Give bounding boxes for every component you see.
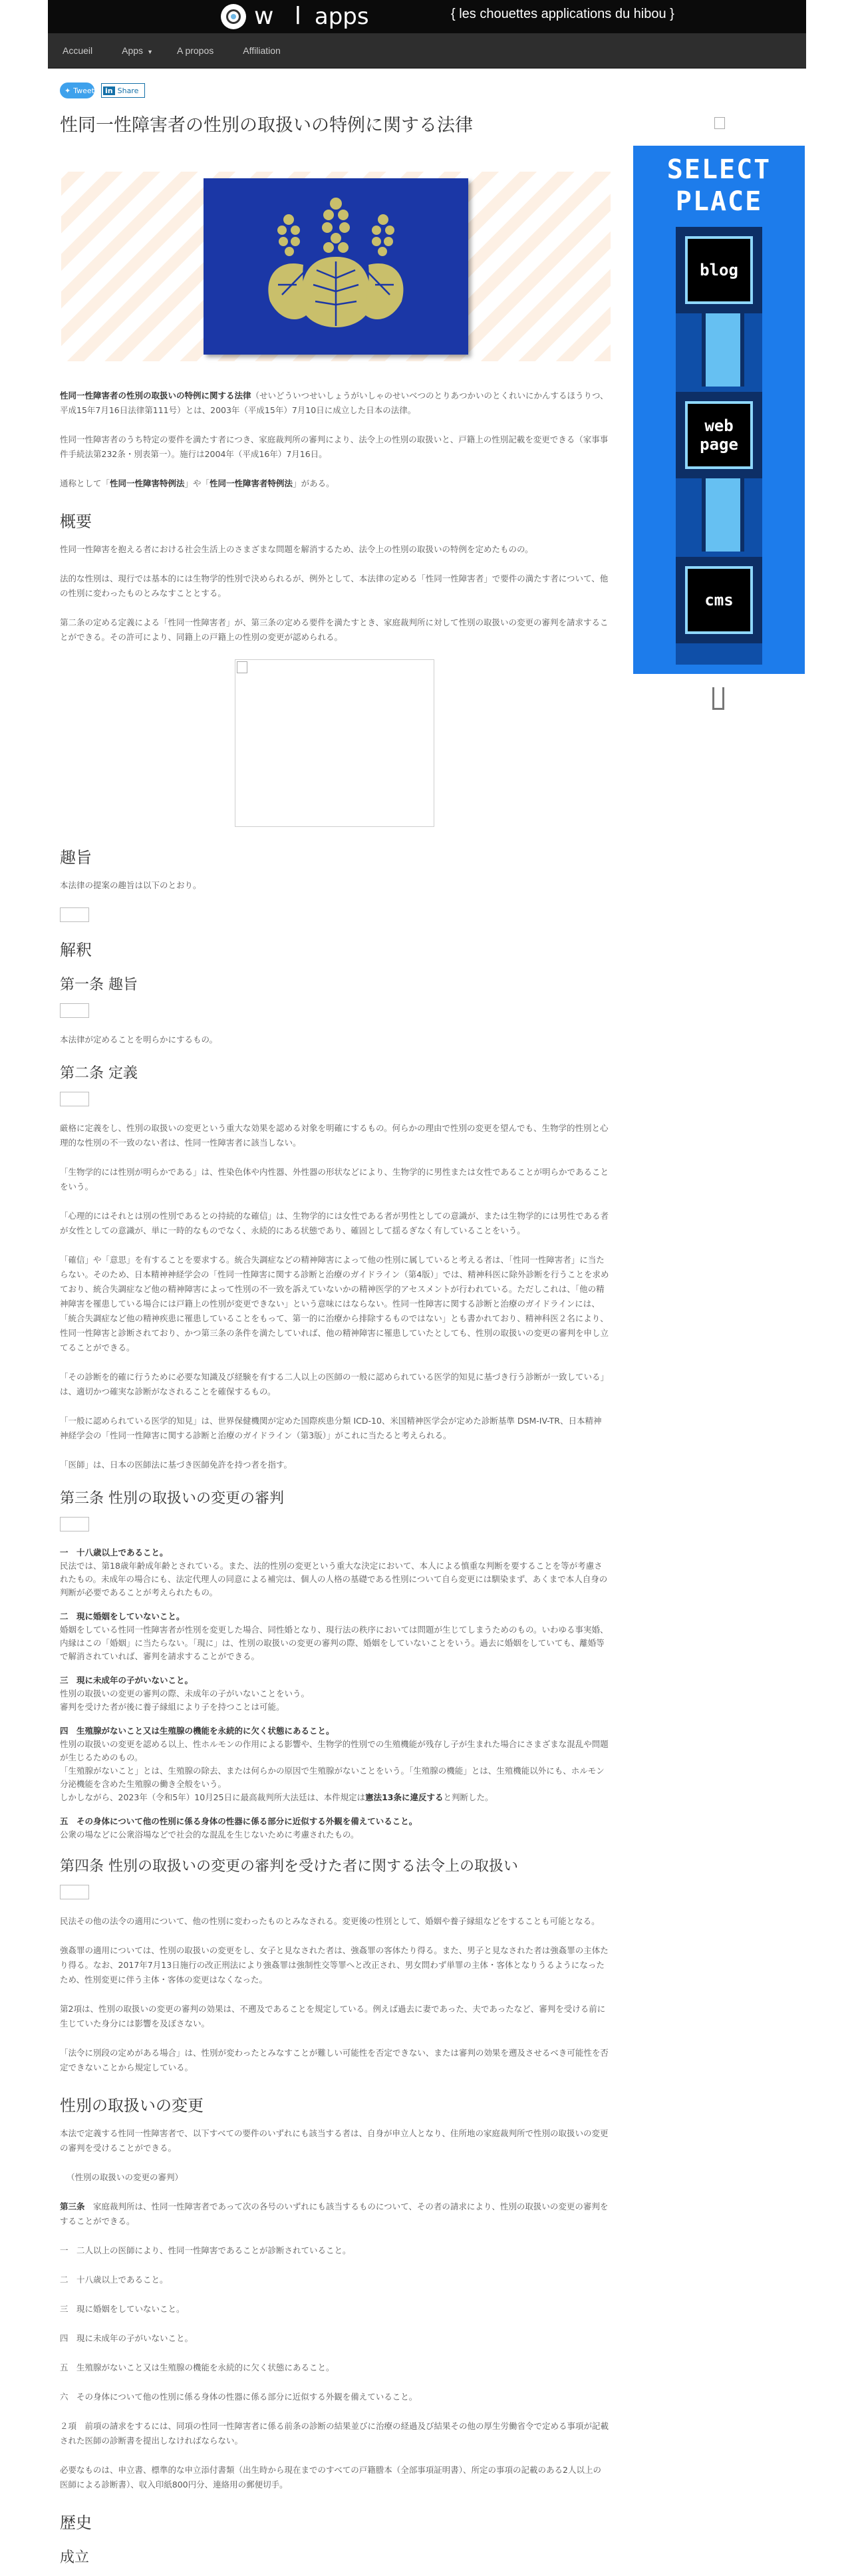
overview-paragraph-2: 法的な性別は、現行では基本的には生物学的性別で決められるが、例外として、本法律の定める「性同一性障害者」で要件の満たす者について、他の性別に変わったものとみなすこととする。 (60, 573, 609, 598)
condition-2-body: 婚姻をしている性同一性障害者が性別を変更した場合、同性婚となり、現行法の秩序においては問題が生じてしまうためのもの。いわゆる事実婚、内縁はこの「婚姻」に当たらない。「現に」は、性別の取扱いの変更の審判の際、婚姻をしていないことをいう。過去に婚姻をしていても、離婚等で解消されていれば、審判を請求することができる。 (60, 1625, 609, 1661)
heading-article-3: 第三条 性別の取扱いの変更の審判 (60, 1490, 284, 1507)
article-4-paragraph-2: 強姦罪の適用については、性別の取扱いの変更をし、女子と見なされた者は、強姦罪の客体たり得る。また、男子と見なされた者は強姦罪の主体たり得る。なお、2017年7月13日施行の改正刑法により強姦罪は強制性交等罪へと改正され、男女問わず単罪の主体・客体となりうるようになったため、性別変更に伴う主体・客体の変更はなくなった。 (60, 1945, 609, 1985)
nav-item-apps-label: Apps (122, 45, 144, 56)
article-4-paragraph-4: 「法令に別段の定めがある場合」は、性別が変わったとみなすことが難しい可能性を否定できない、または審判の効果を遡及させるべき可能性を否定できないことから規定している。 (60, 2048, 609, 2072)
embed-placeholder-button[interactable] (60, 1003, 89, 1018)
embed-placeholder-button[interactable] (60, 1885, 89, 1899)
sidebar-broken-image (714, 117, 725, 129)
select-place-ad-banner[interactable] (633, 146, 805, 674)
intro-1-text: （せいどういつせいしょうがいしゃのせいべつのとりあつかいのとくれいにかんするほうりつ、平成15年7月16日法律第111号）とは、2003年（平成15年）7月10日に成立した日本の法律。 (60, 391, 609, 415)
site-tagline: { les chouettes applications du hibou } (451, 7, 674, 21)
heading-history: 歴史 (60, 2513, 92, 2532)
change-paragraph-4: 必要なものは、申立書、標準的な申立添付書類（出生時から現在までのすべての戸籍謄本（全部事項証明書）、所定の事項の記載のある2人以上の医師による診断書）、収入印紙800円分、連絡用の郵便切手。 (60, 2465, 601, 2490)
overview-paragraph-3: 第二条の定める定義による「性同一性障害者」が、第三条の定める要件を満たすとき、家庭裁判所に対して性別の取扱いの変更の審判を請求することができる。その許可により、同籍上の戸籍上の性別の変更が認められる。 (60, 617, 609, 642)
heading-establishment: 成立 (60, 2549, 90, 2566)
paulownia-emblem-flag (204, 178, 468, 355)
article-1-paragraph: 本法律が定めることを明らかにするもの。 (60, 1035, 218, 1045)
ad-chain-link (702, 313, 744, 387)
requirement-6: 六 その身体について他の性別に係る身体の性器に係る部分に近似する外観を備えていること。 (60, 2392, 418, 2402)
condition-1-title: 一 十八歳以上であること。 (60, 1547, 168, 1557)
heading-interpretation: 解釈 (60, 941, 92, 959)
article-2-paragraph-3: 「心理的にはそれとは別の性別であるとの持続的な確信」は、生物学的には女性である者が男性としての意識が、または生物学的には男性である者が女性としての意識が、単に一時的なものでなく、永続的にある状態であり、確固として揺るぎなく有していることをいう。 (60, 1211, 609, 1235)
embed-placeholder-button[interactable] (60, 1517, 89, 1531)
condition-5 (60, 1815, 609, 1842)
article-4-paragraph-1: 民法その他の法令の適用について、他の性別に変わったものとみなされる。変更後の性別として、婚姻や養子縁組などをすることも可能となる。 (60, 1916, 600, 1926)
change-paragraph-2: （性別の取扱いの変更の審判） (67, 2172, 184, 2182)
heading-article-1: 第一条 趣旨 (60, 977, 138, 993)
tweet-button[interactable] (60, 82, 94, 98)
condition-4-body-3-post: と判断した。 (443, 1792, 494, 1802)
condition-4 (60, 1724, 609, 1804)
overview-paragraph-1: 性同一性障害を抱える者における社会生活上のさまざまな問題を解消するため、法令上の性別の取扱いの特例を定めたものの。 (60, 544, 533, 554)
intro-3-pre: 通称として「 (60, 478, 110, 488)
article-2-paragraph-4: 「確信」や「意思」を有することを要求する。統合失調症などの精神障害によって他の性別に属していると考える者は、「性同一性障害者」に当たらない。そのため、日本精神神経学会の「性同一性障害に関する診断と治療のガイドライン（第4版）」では、精神科医に除外診断を行うことを求めており、統合失調症など他の精神障害によって性別の不一致を訴えていないかの精神医学的アセスメントが行われている。ただしこれは、「他の精神障害を罹患している場合には戸籍上の性別が変更できない」という意味にはならない。性同一性障害に関する診断と治療のガイドラインには、「統合失調症など他の精神疾患に罹患していることをもって、第一的に治療から排除するものではない」とも書かれており、精神科医２名により、性同一性障害と診断されており、かつ第三条の条件を満たしていれば、他の精神障害に罹患していたとしても、性別の取扱いの変更の審判を申し立てることができる。 (60, 1255, 609, 1353)
heading-purpose: 趣旨 (60, 848, 92, 867)
ad-chain-link (702, 478, 744, 552)
condition-5-title: 五 その身体について他の性別に係る身体の性器に係る部分に近似する外観を備えていること。 (60, 1816, 418, 1826)
requirement-3: 三 現に婚姻をしていないこと。 (60, 2304, 185, 2314)
change-paragraph-1: 本法で定義する性同一性障害者で、以下すべての要件のいずれにも該当する者は、自身が申立人となり、住所地の家庭裁判所で性別の取扱いの変更の審判を受けることができる。 (60, 2128, 609, 2153)
article-2-paragraph-6: 「一般に認められている医学的知見」は、世界保健機関が定めた国際疾患分類 ICD-10、米国精神医学会が定めた診断基準 DSM-IV-TR、日本精神神経学会の「性同一性障害に関する診断と治療のガイドライン（第3版）」がこれに当たると考えられる。 (60, 1416, 602, 1440)
heading-overview: 概要 (60, 512, 92, 531)
heading-article-4: 第四条 性別の取扱いの変更の審判を受けた者に関する法令上の取扱い (60, 1858, 518, 1875)
article-4-paragraph-3: 第2項は、性別の取扱いの変更の審判の効果は、不遡及であることを規定している。例えば過去に妻であった、夫であったなど、審判を受ける前に生じていた身分には影響を及ぼさない。 (60, 2004, 606, 2028)
ad-title-line-1: SELECT (666, 154, 772, 185)
requirement-1: 一 二人以上の医師により、性同一性障害であることが診断されていること。 (60, 2245, 351, 2255)
requirement-4: 四 現に未成年の子がいないこと。 (60, 2333, 194, 2343)
nav-item-a-propos[interactable]: A propos (176, 45, 214, 56)
paulownia-emblem-icon (204, 178, 468, 355)
ad-item-web-page (676, 392, 762, 478)
article-2-paragraph-5: 「その診断を的確に行うために必要な知識及び経験を有する二人以上の医師の一般に認められている医学的知見に基づき行う診断が一致している」は、適切かつ確実な診断がなされることを確保するもの。 (60, 1372, 609, 1396)
condition-4-body-3 (60, 1791, 609, 1804)
condition-4-ruling: 憲法13条に違反する (365, 1792, 444, 1802)
law-name: 性同一性障害者の性別の取扱いの特例に関する法律 (60, 391, 251, 401)
condition-4-body-2: 「生殖腺がないこと」とは、生殖腺の除去、または何らかの原因で生殖腺がないことをいう。「生殖腺の機能」とは、生殖機能以外にも、ホルモン分泌機能を含めた生殖腺の働き全般をいう。 (60, 1766, 605, 1789)
change-paragraph-3 (60, 2199, 609, 2229)
article-2-paragraph-2: 「生物学的には性別が明らかである」は、性染色体や内性器、外性器の形状などにより、生物学的に男性または女性であることが明らかであることをいう。 (60, 1167, 609, 1192)
page-title: 性同一性障害者の性別の取扱いの特例に関する法律 (60, 115, 473, 136)
purpose-paragraph: 本法律の提案の趣旨は以下のとおり。 (60, 880, 202, 890)
hero-image-banner (61, 172, 611, 361)
ad-chain-graphic (676, 227, 762, 665)
alias-2: 性同一性障害者特例法 (210, 478, 293, 488)
embed-placeholder-button[interactable] (60, 907, 89, 922)
condition-2 (60, 1610, 609, 1663)
sidebar-widget-icon (712, 687, 724, 710)
article-2-paragraph-1: 厳格に定義をし、性別の取扱いの変更という重大な効果を認める対象を明確にするもの。何らかの理由で性別の変更を望んでも、生物学的性別と心理的な性別の不一致のない者は、性同一性障害者に該当しない。 (60, 1123, 609, 1148)
linkedin-share-button[interactable] (101, 83, 145, 98)
ad-item-cms (676, 557, 762, 643)
ad-item-blog (676, 227, 762, 313)
condition-4-body-1: 性別の取扱いの変更を認める以上、性ホルモンの作用による影響や、生物学的性別での生殖機能が残存し子が生まれた場合にさまざまな混乱や問題が生じるためのもの。 (60, 1739, 609, 1762)
ad-item-cms-label: cms (685, 566, 753, 634)
tweet-label: Tweet (73, 86, 94, 95)
intro-paragraph-2: 性同一性障害者のうち特定の要件を満たす者につき、家庭裁判所の審判により、法令上の性別の取扱いと、戸籍上の性別記載を変更できる（家事事件手続法第232条・別表第一）。施行は2004年（平成16年）7月16日。 (60, 434, 609, 459)
requirement-2: 二 十八歳以上であること。 (60, 2275, 168, 2285)
intro-3-post: 」がある。 (293, 478, 335, 488)
linkedin-share-label: Share (117, 86, 139, 95)
site-header (48, 0, 806, 33)
ad-item-web-page-label: web page (685, 401, 753, 469)
logo-text: w l (254, 3, 308, 30)
site-logo[interactable] (221, 1, 369, 32)
intro-paragraph-3 (60, 476, 609, 491)
alias-1: 性同一性障害特例法 (110, 478, 185, 488)
chevron-down-icon: ▼ (147, 49, 153, 55)
article-2-paragraph-7: 「医師」は、日本の医師法に基づき医師免許を持つ者を指す。 (60, 1460, 293, 1470)
heading-article-2: 第二条 定義 (60, 1065, 138, 1082)
nav-item-accueil[interactable]: Accueil (63, 45, 93, 56)
ad-item-blog-label: blog (685, 236, 753, 304)
change-article-label: 第三条 (60, 2201, 85, 2211)
condition-3-body-1: 性別の取扱いの変更の審判の際、未成年の子がいないことをいう。 (60, 1689, 310, 1698)
requirement-5: 五 生殖腺がないこと又は生殖腺の機能を永続的に欠く状態にあること。 (60, 2362, 335, 2372)
embed-placeholder-button[interactable] (60, 1092, 89, 1106)
requirement-7: ２項 前項の請求をするには、同項の性同一性障害者に係る前条の診断の結果並びに治療の経過及び結果その他の厚生労働省令で定める事項が記載された医師の診断書を提出しなければならない。 (60, 2421, 609, 2446)
main-nav (48, 33, 806, 69)
change-paragraph-3-text: 家庭裁判所は、性同一性障害者であって次の各号のいずれにも該当するものについて、その者の請求により、性別の取扱いの変更の審判をすることができる。 (60, 2201, 609, 2226)
heading-gender-change: 性別の取扱いの変更 (60, 2096, 204, 2115)
condition-1 (60, 1546, 609, 1599)
condition-3 (60, 1674, 609, 1714)
nav-item-apps[interactable] (107, 33, 162, 68)
linkedin-icon: in (103, 86, 115, 95)
intro-3-mid: 」や「 (184, 478, 210, 488)
condition-5-body: 公衆の場などに公衆浴場などで社会的な混乱を生じないために考慮されたもの。 (60, 1830, 359, 1840)
ad-title-line-2: PLACE (675, 186, 763, 217)
logo-apps: apps (314, 3, 369, 30)
nav-item-affiliation[interactable]: Affiliation (243, 45, 281, 56)
condition-4-body-3-pre: しかしながら、2023年（令和5年）10月25日に最高裁判所大法廷は、本件規定は (60, 1792, 366, 1802)
twitter-bird-icon: ✦ (65, 86, 71, 95)
article-body (60, 389, 609, 2576)
ad-title (633, 154, 805, 218)
condition-3-body-2: 審判を受けた者が後に養子縁組により子を持つことは可能。 (60, 1702, 285, 1712)
intro-paragraph-1 (60, 389, 609, 418)
condition-3-title: 三 現に未成年の子がいないこと。 (60, 1675, 194, 1685)
condition-2-title: 二 現に婚姻をしていないこと。 (60, 1611, 185, 1621)
broken-image-placeholder (235, 659, 434, 827)
condition-1-body: 民法では、第18歳年齢成年齢とされている。また、法的性別の変更という重大な決定において、本人による慎重な判断を要することを等が考慮されたもの。未成年の場合にも、法定代理人の同意による補完は、個人の人格の基礎である性別について自ら変更には馴染まず、あくまで本人自身の判断が必要であることが考えられたもの。 (60, 1561, 608, 1597)
condition-4-title: 四 生殖腺がないこと又は生殖腺の機能を永続的に欠く状態にあること。 (60, 1726, 335, 1736)
owl-logo-icon (221, 4, 246, 29)
article-3-conditions (60, 1546, 609, 1842)
